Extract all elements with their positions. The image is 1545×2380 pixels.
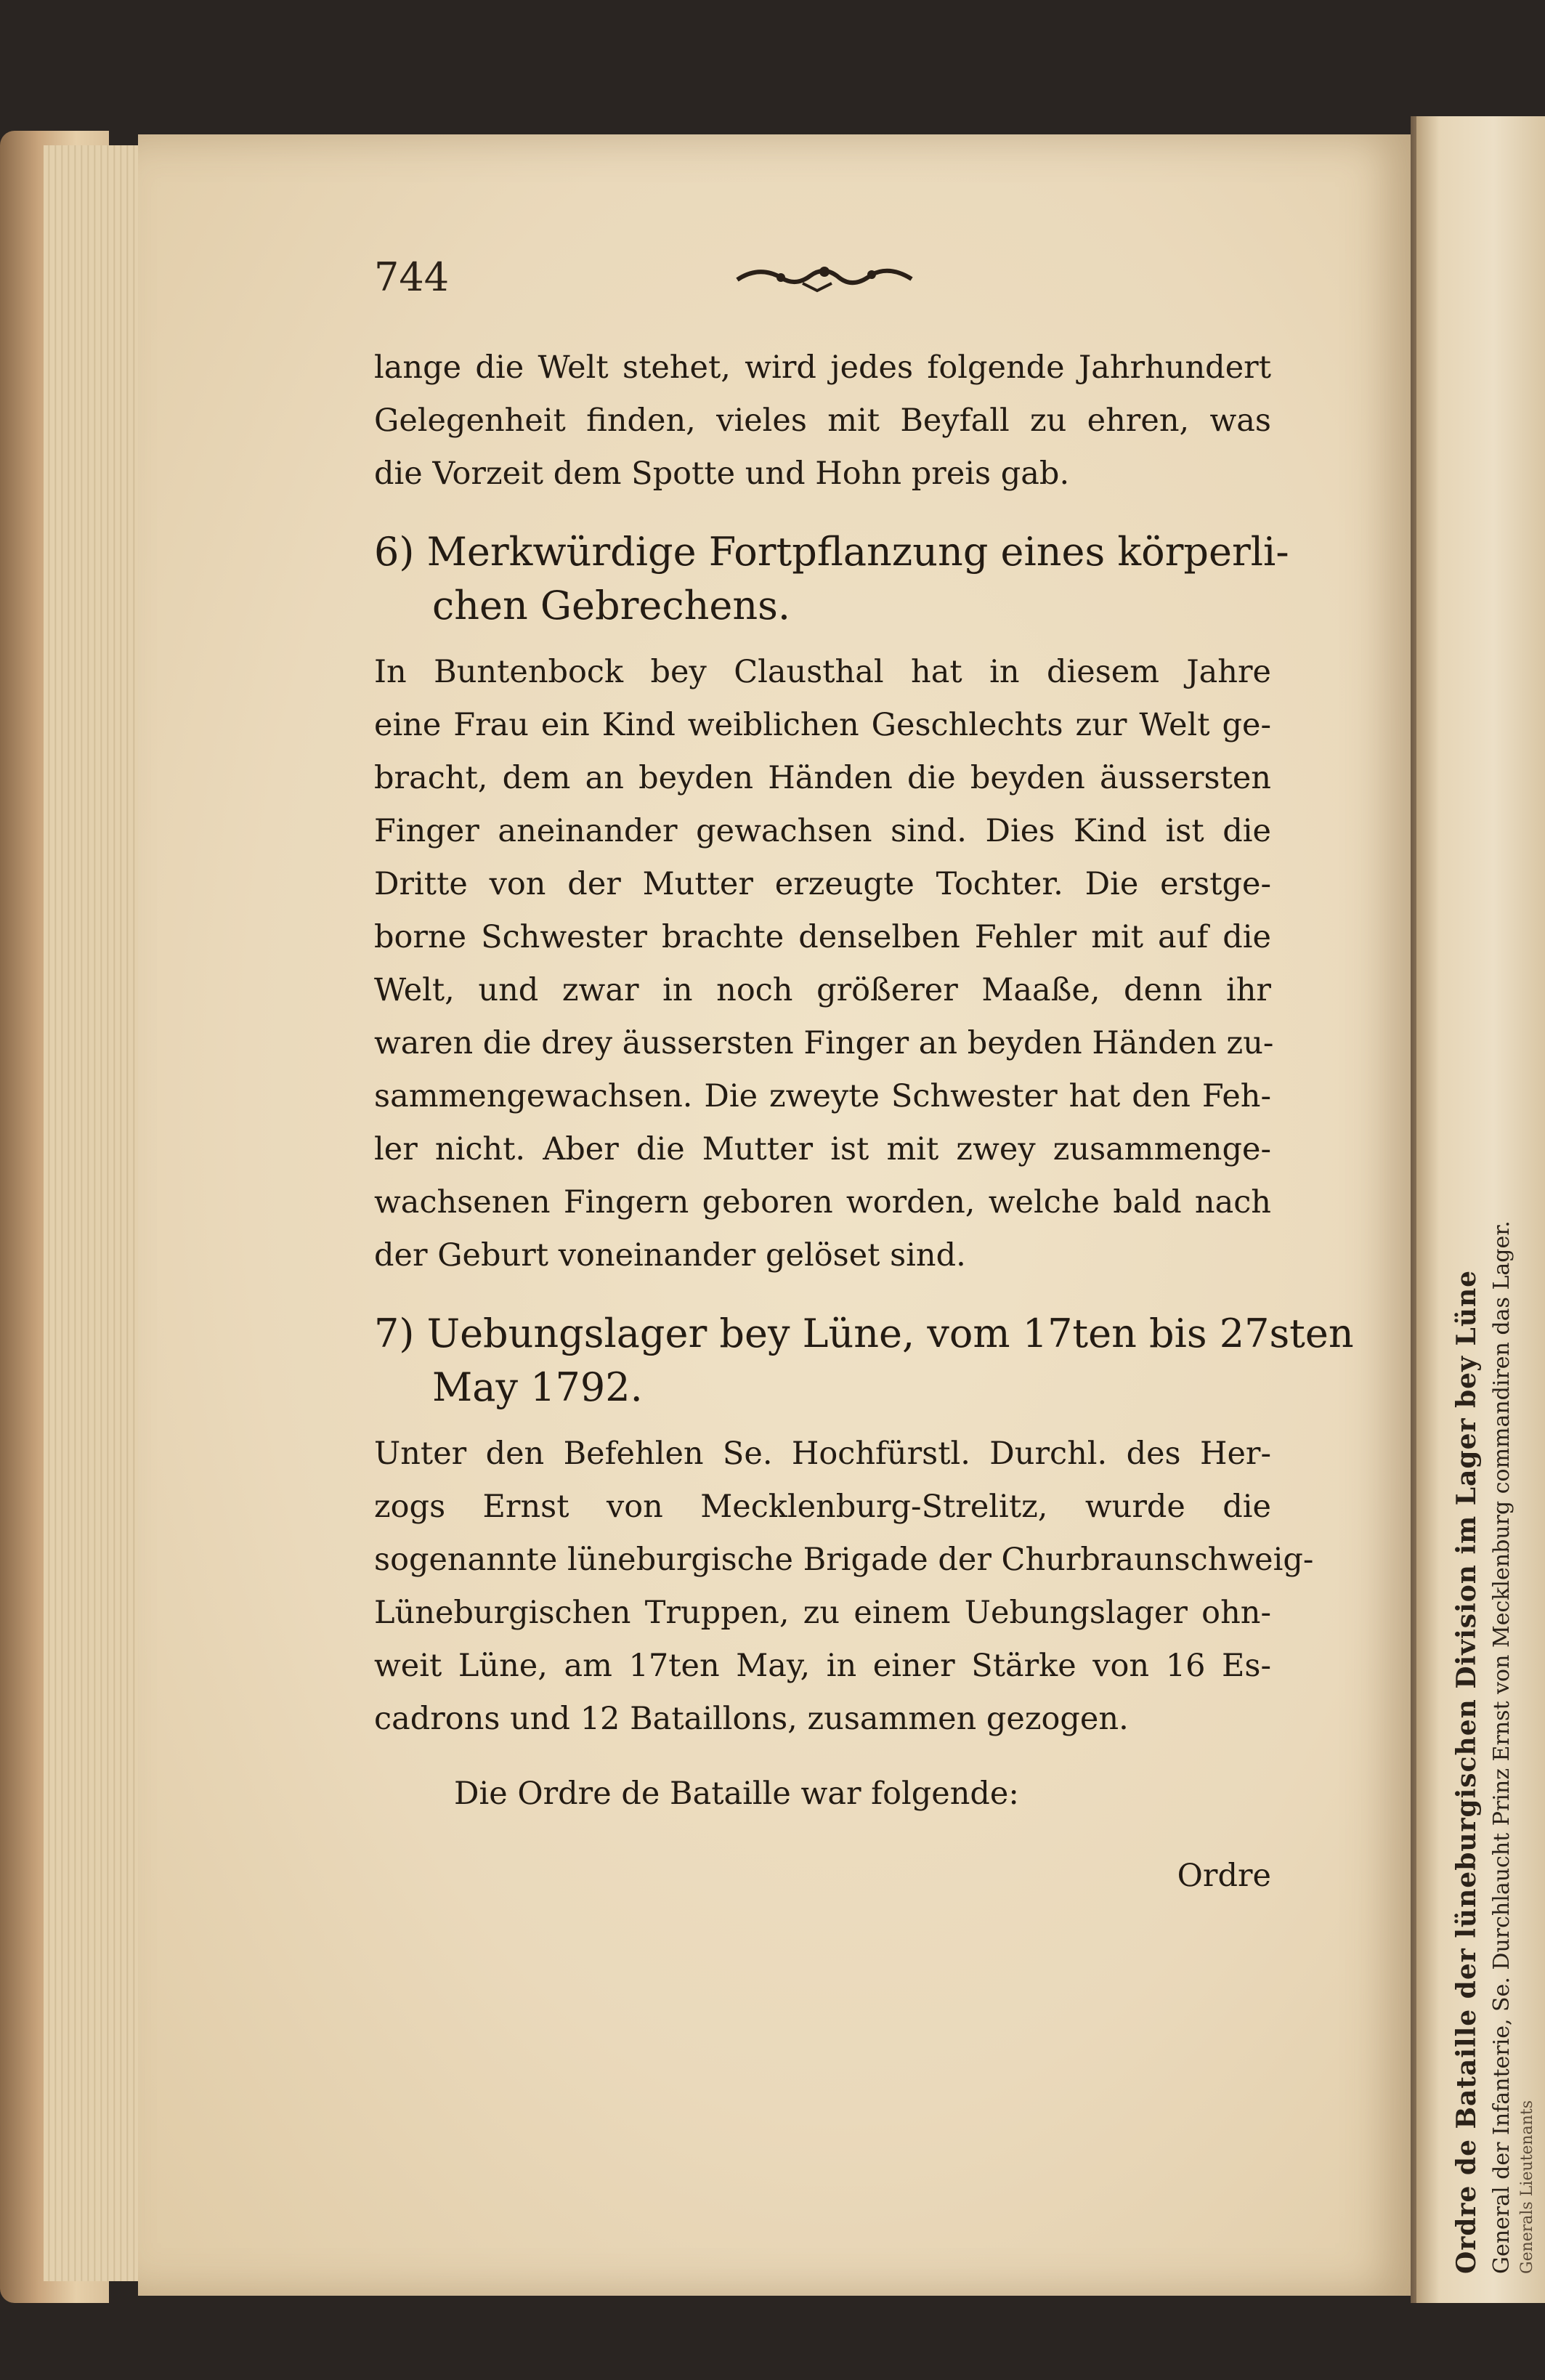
text-line: der Geburt voneinander gelöset sind.: [374, 1237, 966, 1274]
order-intro-line: Die Ordre de Bataille war folgende:: [454, 1776, 1019, 1812]
section-7-heading: [374, 1307, 1354, 1414]
text-line: weit Lüne, am 17ten May, in einer Stärke von 16 Es-: [374, 1648, 1271, 1684]
text-line: Lüneburgischen Truppen, zu einem Uebungslager ohn-: [374, 1595, 1271, 1631]
text-line: sogenannte lüneburgische Brigade der Churbraunschweig-: [374, 1542, 1314, 1578]
text-line: waren die drey äussersten Finger an beyden Händen zu-: [374, 1025, 1274, 1061]
heading-line: chen Gebrechens.: [432, 583, 790, 628]
text-line: In Buntenbock bey Clausthal hat in diesem Jahre: [374, 654, 1271, 690]
text-line: cadrons und 12 Bataillons, zusammen gezogen.: [374, 1701, 1129, 1737]
foldout-rotated-text: [1438, 145, 1540, 2274]
catchword: Ordre: [1177, 1858, 1271, 1894]
text-line: lange die Welt stehet, wird jedes folgende Jahrhundert: [374, 349, 1271, 386]
text-line: Unter den Befehlen Se. Hochfürstl. Durchl. des Her-: [374, 1436, 1271, 1472]
section-6-heading: [374, 525, 1289, 633]
text-line: die Vorzeit dem Spotte und Hohn preis gab.: [374, 456, 1070, 492]
page-body: [374, 341, 1354, 1903]
heading-line: 6) Merkwürdige Fortpflanzung eines körperli-: [374, 529, 1289, 575]
text-line: sammengewachsen. Die zweyte Schwester hat den Feh-: [374, 1078, 1271, 1114]
heading-line: May 1792.: [432, 1364, 643, 1410]
text-line: zogs Ernst von Mecklenburg-Strelitz, wurde die: [374, 1489, 1271, 1525]
text-line: wachsenen Fingern geboren worden, welche bald nach: [374, 1184, 1271, 1221]
intro-paragraph: [374, 341, 1271, 501]
text-line: Dritte von der Mutter erzeugte Tochter. Die erstge-: [374, 866, 1271, 902]
foldout-title: Ordre de Bataille der lüneburgischen Division im Lager bey Lüne: [1451, 1269, 1482, 2274]
foldout-line-2: General der Infanterie, Se. Durchlaucht Prinz Ernst von Mecklenburg commandiren das Lager.: [1489, 1221, 1514, 2274]
text-line: Welt, und zwar in noch größerer Maaße, denn ihr: [374, 972, 1271, 1008]
text-line: eine Frau ein Kind weiblichen Geschlechts zur Welt ge-: [374, 707, 1271, 743]
page-number: 744: [374, 254, 450, 300]
page-header: [374, 254, 1268, 305]
text-line: borne Schwester brachte denselben Fehler mit auf die: [374, 919, 1271, 955]
text-line: bracht, dem an beyden Händen die beyden äussersten: [374, 760, 1271, 796]
foldout-line-3: Generals Lieutenants: [1518, 2100, 1536, 2274]
vignette-ornament-icon: [730, 262, 919, 294]
section-6-paragraph: [374, 646, 1274, 1282]
text-line: Gelegenheit finden, vieles mit Beyfall zu ehren, was: [374, 402, 1271, 439]
heading-line: 7) Uebungslager bey Lüne, vom 17ten bis 27sten: [374, 1311, 1354, 1356]
section-7-paragraph: [374, 1428, 1314, 1746]
text-line: ler nicht. Aber die Mutter ist mit zwey zusammenge-: [374, 1131, 1271, 1167]
text-line: Finger aneinander gewachsen sind. Dies Kind ist die: [374, 813, 1271, 849]
